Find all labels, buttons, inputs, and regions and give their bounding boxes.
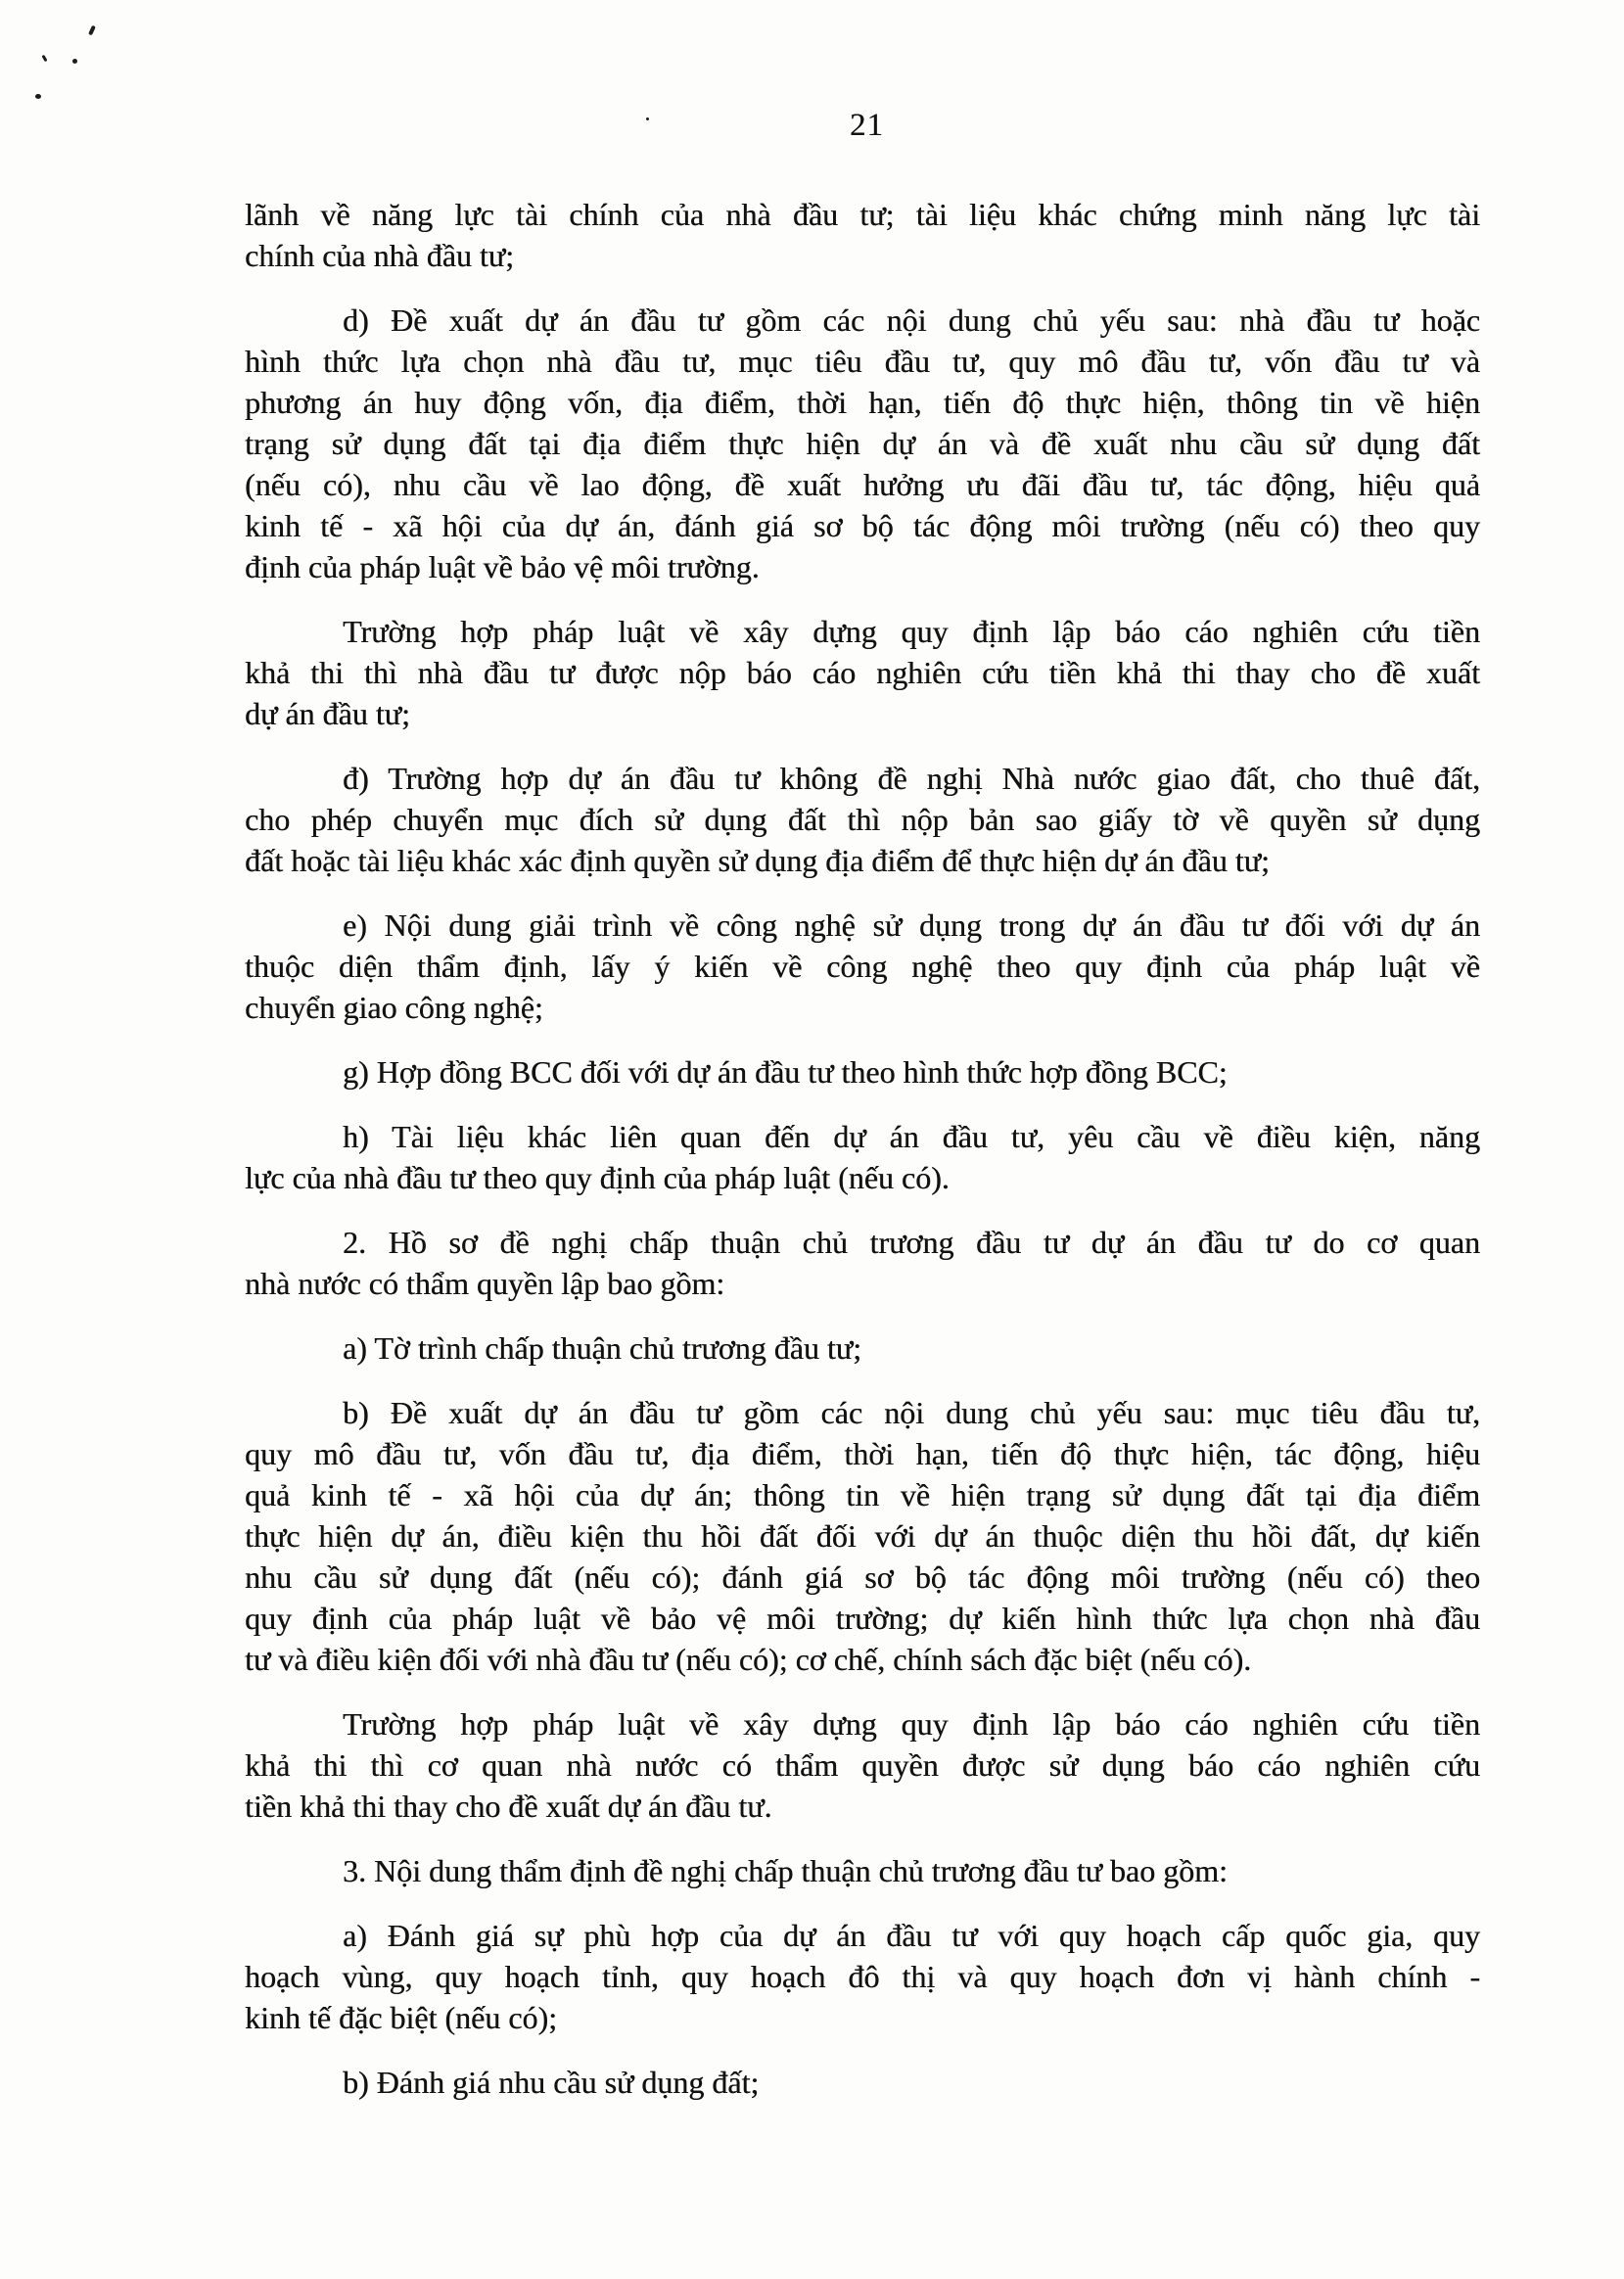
paragraph [245,1051,1480,1093]
text-line: trạng sử dụng đất tại địa điểm thực hiện dự án và đề xuất nhu cầu sử dụng đất [245,426,1480,461]
text-line: 2. Hồ sơ đề nghị chấp thuận chủ trương đầu tư dự án đầu tư do cơ quan [343,1225,1480,1260]
text-line: hoạch vùng, quy hoạch tỉnh, quy hoạch đô thị và quy hoạch đơn vị hành chính - [245,1959,1480,1994]
paragraph [245,1222,1480,1304]
paragraph [245,1392,1480,1680]
text-line: cho phép chuyển mục đích sử dụng đất thì nộp bản sao giấy tờ về quyền sử dụng [245,802,1480,837]
paragraph [245,1850,1480,1891]
text-line: kinh tế - xã hội của dự án, đánh giá sơ bộ tác động môi trường (nếu có) theo quy [245,508,1480,543]
text-line: (nếu có), nhu cầu về lao động, đề xuất hưởng ưu đãi đầu tư, tác động, hiệu quả [245,467,1480,502]
scan-speck [72,59,77,64]
paragraph [245,300,1480,587]
text-line: d) Đề xuất dự án đầu tư gồm các nội dung chủ yếu sau: nhà đầu tư hoặc [343,302,1480,338]
text-line: tiền khả thi thay cho đề xuất dự án đầu tư. [245,1789,772,1824]
text-line: thực hiện dự án, điều kiện thu hồi đất đối với dự án thuộc diện thu hồi đất, dự kiến [245,1518,1480,1554]
text-line: đất hoặc tài liệu khác xác định quyền sử dụng địa điểm để thực hiện dự án đầu tư; [245,843,1270,878]
text-line: kinh tế đặc biệt (nếu có); [245,2000,557,2035]
text-line: chính của nhà đầu tư; [245,238,515,273]
text-line: nhà nước có thẩm quyền lập bao gồm: [245,1266,725,1301]
paragraph [245,611,1480,734]
text-line: 3. Nội dung thẩm định đề nghị chấp thuận chủ trương đầu tư bao gồm: [343,1853,1228,1888]
text-line: khả thi thì nhà đầu tư được nộp báo cáo nghiên cứu tiền khả thi thay cho đề xuất [245,655,1480,690]
paragraph [245,1327,1480,1369]
text-line: quả kinh tế - xã hội của dự án; thông tin về hiện trạng sử dụng đất tại địa điểm [245,1477,1480,1512]
text-line: đ) Trường hợp dự án đầu tư không đề nghị Nhà nước giao đất, cho thuê đất, [343,761,1480,796]
text-line: h) Tài liệu khác liên quan đến dự án đầu tư, yêu cầu về điều kiện, năng [343,1119,1480,1154]
scan-speck [646,117,649,120]
text-line: hình thức lựa chọn nhà đầu tư, mục tiêu đầu tư, quy mô đầu tư, vốn đầu tư và [245,344,1480,379]
text-line: phương án huy động vốn, địa điểm, thời hạn, tiến độ thực hiện, thông tin về hiện [245,385,1480,420]
text-line: Trường hợp pháp luật về xây dựng quy định lập báo cáo nghiên cứu tiền [343,1706,1480,1742]
paragraph [245,758,1480,881]
text-line: dự án đầu tư; [245,696,410,731]
scan-speck [41,55,47,63]
text-line: nhu cầu sử dụng đất (nếu có); đánh giá sơ bộ tác động môi trường (nếu có) theo [245,1559,1480,1595]
text-line: b) Đề xuất dự án đầu tư gồm các nội dung chủ yếu sau: mục tiêu đầu tư, [343,1395,1480,1430]
text-line: chuyển giao công nghệ; [245,990,543,1025]
scan-speck [88,25,96,36]
text-line: g) Hợp đồng BCC đối với dự án đầu tư theo hình thức hợp đồng BCC; [343,1054,1228,1090]
scan-speck [35,94,41,99]
paragraph [245,1116,1480,1198]
paragraph [245,1703,1480,1827]
text-line: quy định của pháp luật về bảo vệ môi trường; dự kiến hình thức lựa chọn nhà đầu [245,1601,1480,1636]
paragraph [245,194,1480,276]
text-line: a) Tờ trình chấp thuận chủ trương đầu tư; [343,1330,862,1366]
text-line: thuộc diện thẩm định, lấy ý kiến về công nghệ theo quy định của pháp luật về [245,949,1480,984]
paragraph [245,1915,1480,2038]
text-line: quy mô đầu tư, vốn đầu tư, địa điểm, thời hạn, tiến độ thực hiện, tác động, hiệu [245,1436,1480,1471]
text-line: a) Đánh giá sự phù hợp của dự án đầu tư với quy hoạch cấp quốc gia, quy [343,1918,1480,1953]
page-number: 21 [850,108,884,143]
text-line: e) Nội dung giải trình về công nghệ sử dụng trong dự án đầu tư đối với dự án [343,907,1480,943]
text-line: tư và điều kiện đối với nhà đầu tư (nếu có); cơ chế, chính sách đặc biệt (nếu có). [245,1642,1252,1677]
text-line: b) Đánh giá nhu cầu sử dụng đất; [343,2065,760,2100]
text-line: lực của nhà đầu tư theo quy định của pháp luật (nếu có). [245,1160,950,1195]
text-line: lãnh về năng lực tài chính của nhà đầu tư; tài liệu khác chứng minh năng lực tài [245,197,1480,232]
paragraph [245,2062,1480,2103]
paragraph [245,905,1480,1028]
text-line: Trường hợp pháp luật về xây dựng quy định lập báo cáo nghiên cứu tiền [343,614,1480,649]
text-line: định của pháp luật về bảo vệ môi trường. [245,549,760,584]
document-text-block [245,194,1480,2126]
text-line: khả thi thì cơ quan nhà nước có thẩm quyền được sử dụng báo cáo nghiên cứu [245,1747,1480,1783]
